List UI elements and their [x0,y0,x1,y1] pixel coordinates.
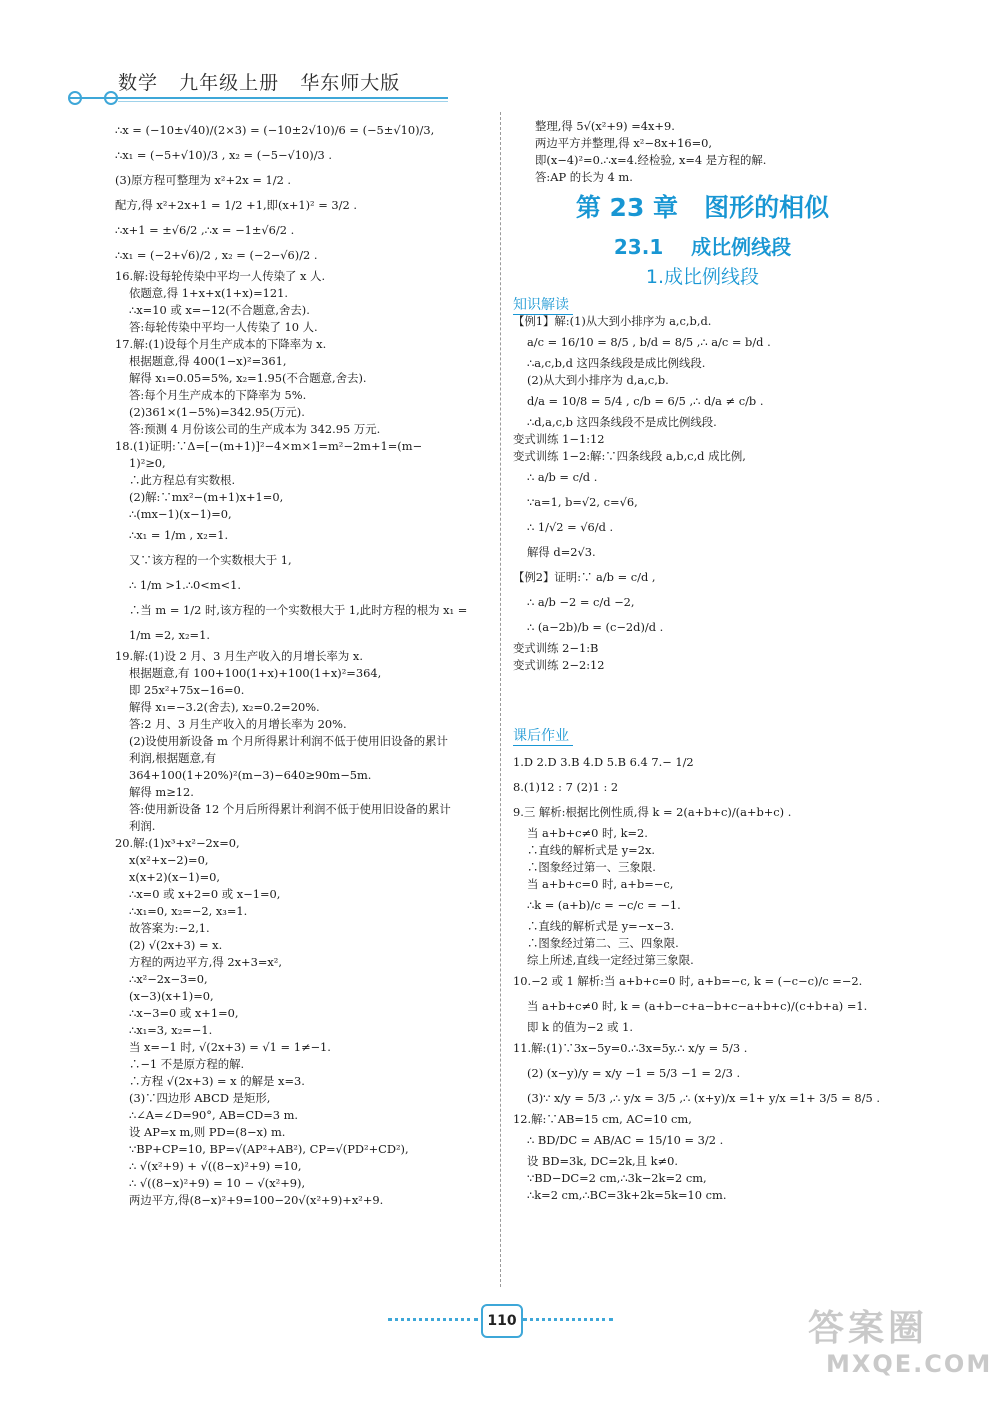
answer-line: 当 x=−1 时, √(2x+3) = √1 = 1≠−1. [129,1040,331,1054]
answer-line: 根据题意,得 400(1−x)²=361, [129,354,287,368]
answer-line: 1/m =2, x₂=1. [129,628,210,642]
answer-line: ∴x₁=3, x₂=−1. [129,1023,213,1037]
answer-line: 【例2】证明:∵ a/b = c/d , [513,570,656,584]
answer-line: (2) (x−y)/y = x/y −1 = 5/3 −1 = 2/3 . [527,1066,741,1080]
answer-line: x(x²+x−2)=0, [129,853,209,867]
answer-line: ∴d,a,c,b 这四条线段不是成比例线段. [527,415,717,429]
answer-line: 19.解:(1)设 2 月、3 月生产收入的月增长率为 x. [115,649,363,663]
answer-line: 两边平方,得(8−x)²+9=100−20√(x²+9)+x²+9. [129,1193,384,1207]
answer-line: 【例1】解:(1)从大到小排序为 a,c,b,d. [513,314,712,328]
answer-line: ∴当 m = 1/2 时,该方程的一个实数根大于 1,此时方程的根为 x₁ = [129,603,468,617]
answer-line: 变式训练 1−2:解:∵四条线段 a,b,c,d 成比例, [513,449,746,463]
answer-line: (3)∵ x/y = 5/3 ,∴ y/x = 3/5 ,∴ (x+y)/x =1+ y/x =1+ 3/5 = 8/5 . [527,1091,880,1105]
chapter-title: 第 23 章 图形的相似 [575,193,830,222]
answer-line: 利润. [129,819,156,833]
answer-line: 答:2 月、3 月生产收入的月增长率为 20%. [129,717,347,731]
answer-line: ∴ √(x²+9) + √((8−x)²+9) =10, [129,1159,302,1173]
answer-line: 设 BD=3k, DC=2k,且 k≠0. [527,1154,678,1168]
answer-line: (2) √(2x+3) = x. [129,938,223,952]
answer-line: 10.−2 或 1 解析:当 a+b+c=0 时, a+b=−c, k = (−c−c)/c =−2. [513,974,863,988]
answer-line: 17.解:(1)设每个月生产成本的下降率为 x. [115,337,327,351]
column-divider [500,112,501,1287]
answer-line: 方程的两边平方,得 2x+3=x², [129,955,282,969]
answer-line: ∴x₁ = (−5+√10)/3 , x₂ = (−5−√10)/3 . [115,148,333,162]
answer-line: (3)∵四边形 ABCD 是矩形, [129,1091,271,1105]
answer-line: 两边平方并整理,得 x²−8x+16=0, [535,136,713,150]
answer-line: x(x+2)(x−1)=0, [129,870,221,884]
answer-line: (2)解:∵mx²−(m+1)x+1=0, [129,490,284,504]
answer-line: ∴a,c,b,d 这四条线段是成比例线段. [527,356,706,370]
answer-line: 当 a+b+c≠0 时, k=2. [527,826,648,840]
answer-line: ∴图象经过第二、三、四象限. [527,936,679,950]
answer-line: ∴x²−2x−3=0, [129,972,208,986]
homework-block [513,750,880,1204]
subsection-title: 1.成比例线段 [645,266,760,288]
answer-line: 答:每轮传染中平均一人传染了 10 人. [129,320,318,334]
answer-line: 当 a+b+c=0 时, a+b=−c, [527,877,674,891]
answer-line: 变式训练 2−2:12 [513,658,605,672]
answer-line: 即 25x²+75x−16=0. [129,683,245,697]
watermark-url: MXQE.COM [826,1350,993,1378]
answer-line: ∴ 1/√2 = √6/d . [527,520,614,534]
answer-line: ∴k=2 cm,∴BC=3k+2k=5k=10 cm. [527,1188,727,1202]
answer-line: 12.解:∵AB=15 cm, AC=10 cm, [513,1112,692,1126]
answer-line: 设 AP=x m,则 PD=(8−x) m. [129,1125,286,1139]
answer-line: ∴图象经过第一、三象限. [527,860,656,874]
answer-line: ∴此方程总有实数根. [129,473,236,487]
answer-line: ∴ (a−2b)/b = (c−2d)/d . [527,620,664,634]
answer-line: (2)从大到小排序为 d,a,c,b. [527,373,669,387]
answer-line: 故答案为:−2,1. [129,921,210,935]
answer-line: ∴直线的解析式是 y=2x. [527,843,656,857]
right-column-top [535,118,870,186]
answer-line: 利润,根据题意,有 [129,751,216,765]
answer-line: 答:预测 4 月份该公司的生产成本为 342.95 万元. [129,422,381,436]
answer-line: ∴x₁ = 1/m , x₂=1. [129,528,229,542]
answer-line: ∵BD−DC=2 cm,∴3k−2k=2 cm, [527,1171,707,1185]
answer-line: a/c = 16/10 = 8/5 , b/d = 8/5 ,∴ a/c = b/d . [527,335,771,349]
answer-line: 9.三 解析:根据比例性质,得 k = 2(a+b+c)/(a+b+c) . [513,805,792,819]
answer-line: ∴k = (a+b)/c = −c/c = −1. [527,898,681,912]
answer-line: (x−3)(x+1)=0, [129,989,214,1003]
answer-line: ∴x₁ = (−2+√6)/2 , x₂ = (−2−√6)/2 . [115,248,318,262]
answer-line: 解得 m≥12. [129,785,194,799]
answer-line: ∴x+1 = ±√6/2 ,∴x = −1±√6/2 . [115,223,295,237]
answer-line: ∴ BD/DC = AB/AC = 15/10 = 3/2 . [527,1133,724,1147]
answer-line: 解得 x₁=−3.2(舍去), x₂=0.2=20%. [129,700,320,714]
answer-line: 根据题意,有 100+100(1+x)+100(1+x)²=364, [129,666,382,680]
answer-line: ∴ a/b −2 = c/d −2, [527,595,635,609]
answer-line: ∴x−3=0 或 x+1=0, [129,1006,239,1020]
answer-line: (2)设使用新设备 m 个月所得累计利润不低于使用旧设备的累计 [129,734,448,748]
answer-line: ∴−1 不是原方程的解. [129,1057,245,1071]
left-column [115,118,490,1209]
answer-line: 8.(1)12 : 7 (2)1 : 2 [513,780,619,794]
answer-line: ∴x=0 或 x+2=0 或 x−1=0, [129,887,281,901]
answer-line: 即(x−4)²=0.∴x=4.经检验, x=4 是方程的解. [535,153,767,167]
explain-block [513,313,873,674]
answer-line: 配方,得 x²+2x+1 = 1/2 +1,即(x+1)² = 3/2 . [115,198,357,212]
answer-line: ∴x=10 或 x=−12(不合题意,舍去). [129,303,310,317]
answer-line: d/a = 10/8 = 5/4 , c/b = 6/5 ,∴ d/a ≠ c/b . [527,394,764,408]
answer-line: 1.D 2.D 3.B 4.D 5.B 6.4 7.− 1/2 [513,755,694,769]
answer-line: 解得 d=2√3. [527,545,596,559]
page-number-dots-right [523,1318,613,1321]
answer-line: 18.(1)证明:∵Δ=[−(m+1)]²−4×m×1=m²−2m+1=(m− [115,439,423,453]
answer-line: ∴x = (−10±√40)/(2×3) = (−10±2√10)/6 = (−5±√10)/3, [115,123,435,137]
answer-line: 1)²≥0, [129,456,166,470]
answer-line: 又∵该方程的一个实数根大于 1, [129,553,292,567]
answer-line: ∴ 1/m >1.∴0<m<1. [129,578,242,592]
answer-line: 答:每个月生产成本的下降率为 5%. [129,388,307,402]
answer-line: 即 k 的值为−2 或 1. [527,1020,633,1034]
answer-line: ∴直线的解析式是 y=−x−3. [527,919,675,933]
answer-line: 答:AP 的长为 4 m. [535,170,633,184]
page-number-dots-left [388,1318,478,1321]
answer-line: 16.解:设每轮传染中平均一人传染了 x 人. [115,269,326,283]
answer-line: ∵BP+CP=10, BP=√(AP²+AB²), CP=√(PD²+CD²), [129,1142,409,1156]
answer-line: 364+100(1+20%)²(m−3)−640≥90m−5m. [129,768,372,782]
answer-line: 解得 x₁=0.05=5%, x₂=1.95(不合题意,舍去). [129,371,367,385]
watermark-logo: 答案圈 [808,1308,929,1349]
answer-line: (2)361×(1−5%)=342.95(万元). [129,405,305,419]
page-number: 110 [481,1304,523,1338]
answer-line: 答:使用新设备 12 个月后所得累计利润不低于使用旧设备的累计 [129,802,451,816]
answer-line: 综上所述,直线一定经过第三象限. [527,953,694,967]
homework-tag: 课后作业 [513,725,573,746]
book-header-title: 数学 九年级上册 华东师大版 [118,72,401,94]
answer-line: 依题意,得 1+x+x(1+x)=121. [129,286,288,300]
answer-line: ∴ a/b = c/d . [527,470,598,484]
answer-line: 20.解:(1)x³+x²−2x=0, [115,836,240,850]
answer-line: ∴∠A=∠D=90°, AB=CD=3 m. [129,1108,299,1122]
answer-line: ∴ √((8−x)²+9) = 10 − √(x²+9), [129,1176,306,1190]
answer-line: 变式训练 2−1:B [513,641,599,655]
answer-line: 当 a+b+c≠0 时, k = (a+b−c+a−b+c−a+b+c)/(c+b+a) =1. [527,999,868,1013]
answer-line: ∴方程 √(2x+3) = x 的解是 x=3. [129,1074,305,1088]
answer-line: 整理,得 5√(x²+9) =4x+9. [535,119,675,133]
section-title: 23.1 成比例线段 [613,235,792,259]
answer-line: (3)原方程可整理为 x²+2x = 1/2 . [115,173,292,187]
knowledge-tag: 知识解读 [513,294,573,315]
header-rule [70,97,448,99]
answer-line: 11.解:(1)∵3x−5y=0.∴3x=5y.∴ x/y = 5/3 . [513,1041,748,1055]
header-rule-thin [118,101,448,102]
answer-line: ∴x₁=0, x₂=−2, x₃=1. [129,904,248,918]
answer-line: 变式训练 1−1:12 [513,432,605,446]
answer-line: ∵a=1, b=√2, c=√6, [527,495,638,509]
answer-line: ∴(mx−1)(x−1)=0, [129,507,232,521]
